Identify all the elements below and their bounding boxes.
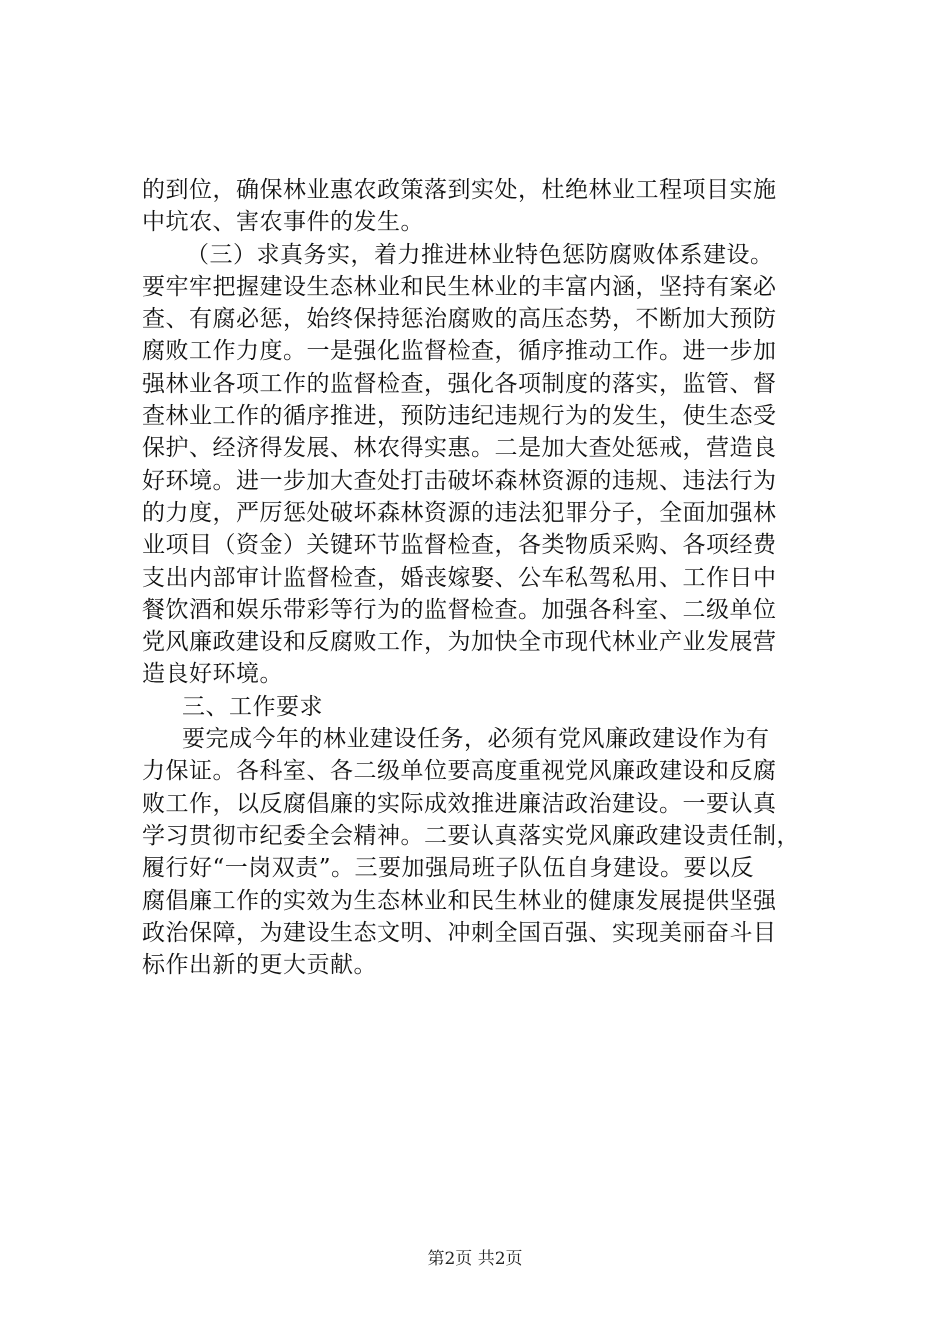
section-heading: （三）求真务实，着力推进林业特色惩防腐败体系建设。: [186, 241, 774, 268]
text-line: 要牢牢把握建设生态林业和民生林业的丰富内涵，坚持有案必: [142, 273, 777, 300]
text-line: 的到位，确保林业惠农政策落到实处，杜绝林业工程项目实施: [142, 177, 777, 203]
document-body: [142, 174, 842, 981]
page-footer: [0, 1244, 950, 1269]
text-line: 履行好“一岗双责”。三要加强局班子队伍自身建设。要以反: [142, 855, 755, 882]
text-line: 强林业各项工作的监督检查，强化各项制度的落实，监管、督: [142, 370, 777, 397]
text-line: 中坑农、害农事件的发生。: [142, 209, 424, 236]
text-line: 好环境。进一步加大查处打击破坏森林资源的违规、违法行为: [142, 467, 777, 494]
text-line: 力保证。各科室、各二级单位要高度重视党风廉政建设和反腐: [142, 758, 777, 785]
text-line: 查林业工作的循序推进，预防违纪违规行为的发生，使生态受: [142, 403, 777, 430]
text-line: 查、有腐必惩，始终保持惩治腐败的高压态势，不断加大预防: [142, 306, 777, 333]
text-line: 败工作，以反腐倡廉的实际成效推进廉洁政治建设。一要认真: [142, 790, 777, 817]
text-line: 要完成今年的林业建设任务，必须有党风廉政建设作为有: [182, 726, 770, 753]
text-line: 腐败工作力度。一是强化监督检查，循序推动工作。进一步加: [142, 338, 777, 365]
text-line: 造良好环境。: [142, 661, 283, 688]
text-line: 腐倡廉工作的实效为生态林业和民生林业的健康发展提供坚强: [142, 887, 777, 914]
text-line: 学习贯彻市纪委全会精神。二要认真落实党风廉政建设责任制，: [142, 822, 800, 849]
text-line: 保护、经济得发展、林农得实惠。二是加大查处惩戒，营造良: [142, 435, 777, 462]
section-heading: 三、工作要求: [182, 693, 323, 720]
text-line: 政治保障，为建设生态文明、冲刺全国百强、实现美丽奋斗目: [142, 919, 777, 946]
text-line: 餐饮酒和娱乐带彩等行为的监督检查。加强各科室、二级单位: [142, 596, 777, 623]
text-line: 标作出新的更大贡献。: [142, 952, 377, 979]
text-line: 党风廉政建设和反腐败工作，为加快全市现代林业产业发展营: [142, 629, 777, 656]
text-line: 支出内部审计监督检查，婚丧嫁娶、公车私驾私用、工作日中: [142, 564, 777, 591]
text-line: 的力度，严厉惩处破坏森林资源的违法犯罪分子，全面加强林: [142, 499, 777, 526]
text-line: 业项目（资金）关键环节监督检查，各类物质采购、各项经费: [142, 532, 777, 559]
page-number: 第2页 共2页: [427, 1249, 523, 1269]
